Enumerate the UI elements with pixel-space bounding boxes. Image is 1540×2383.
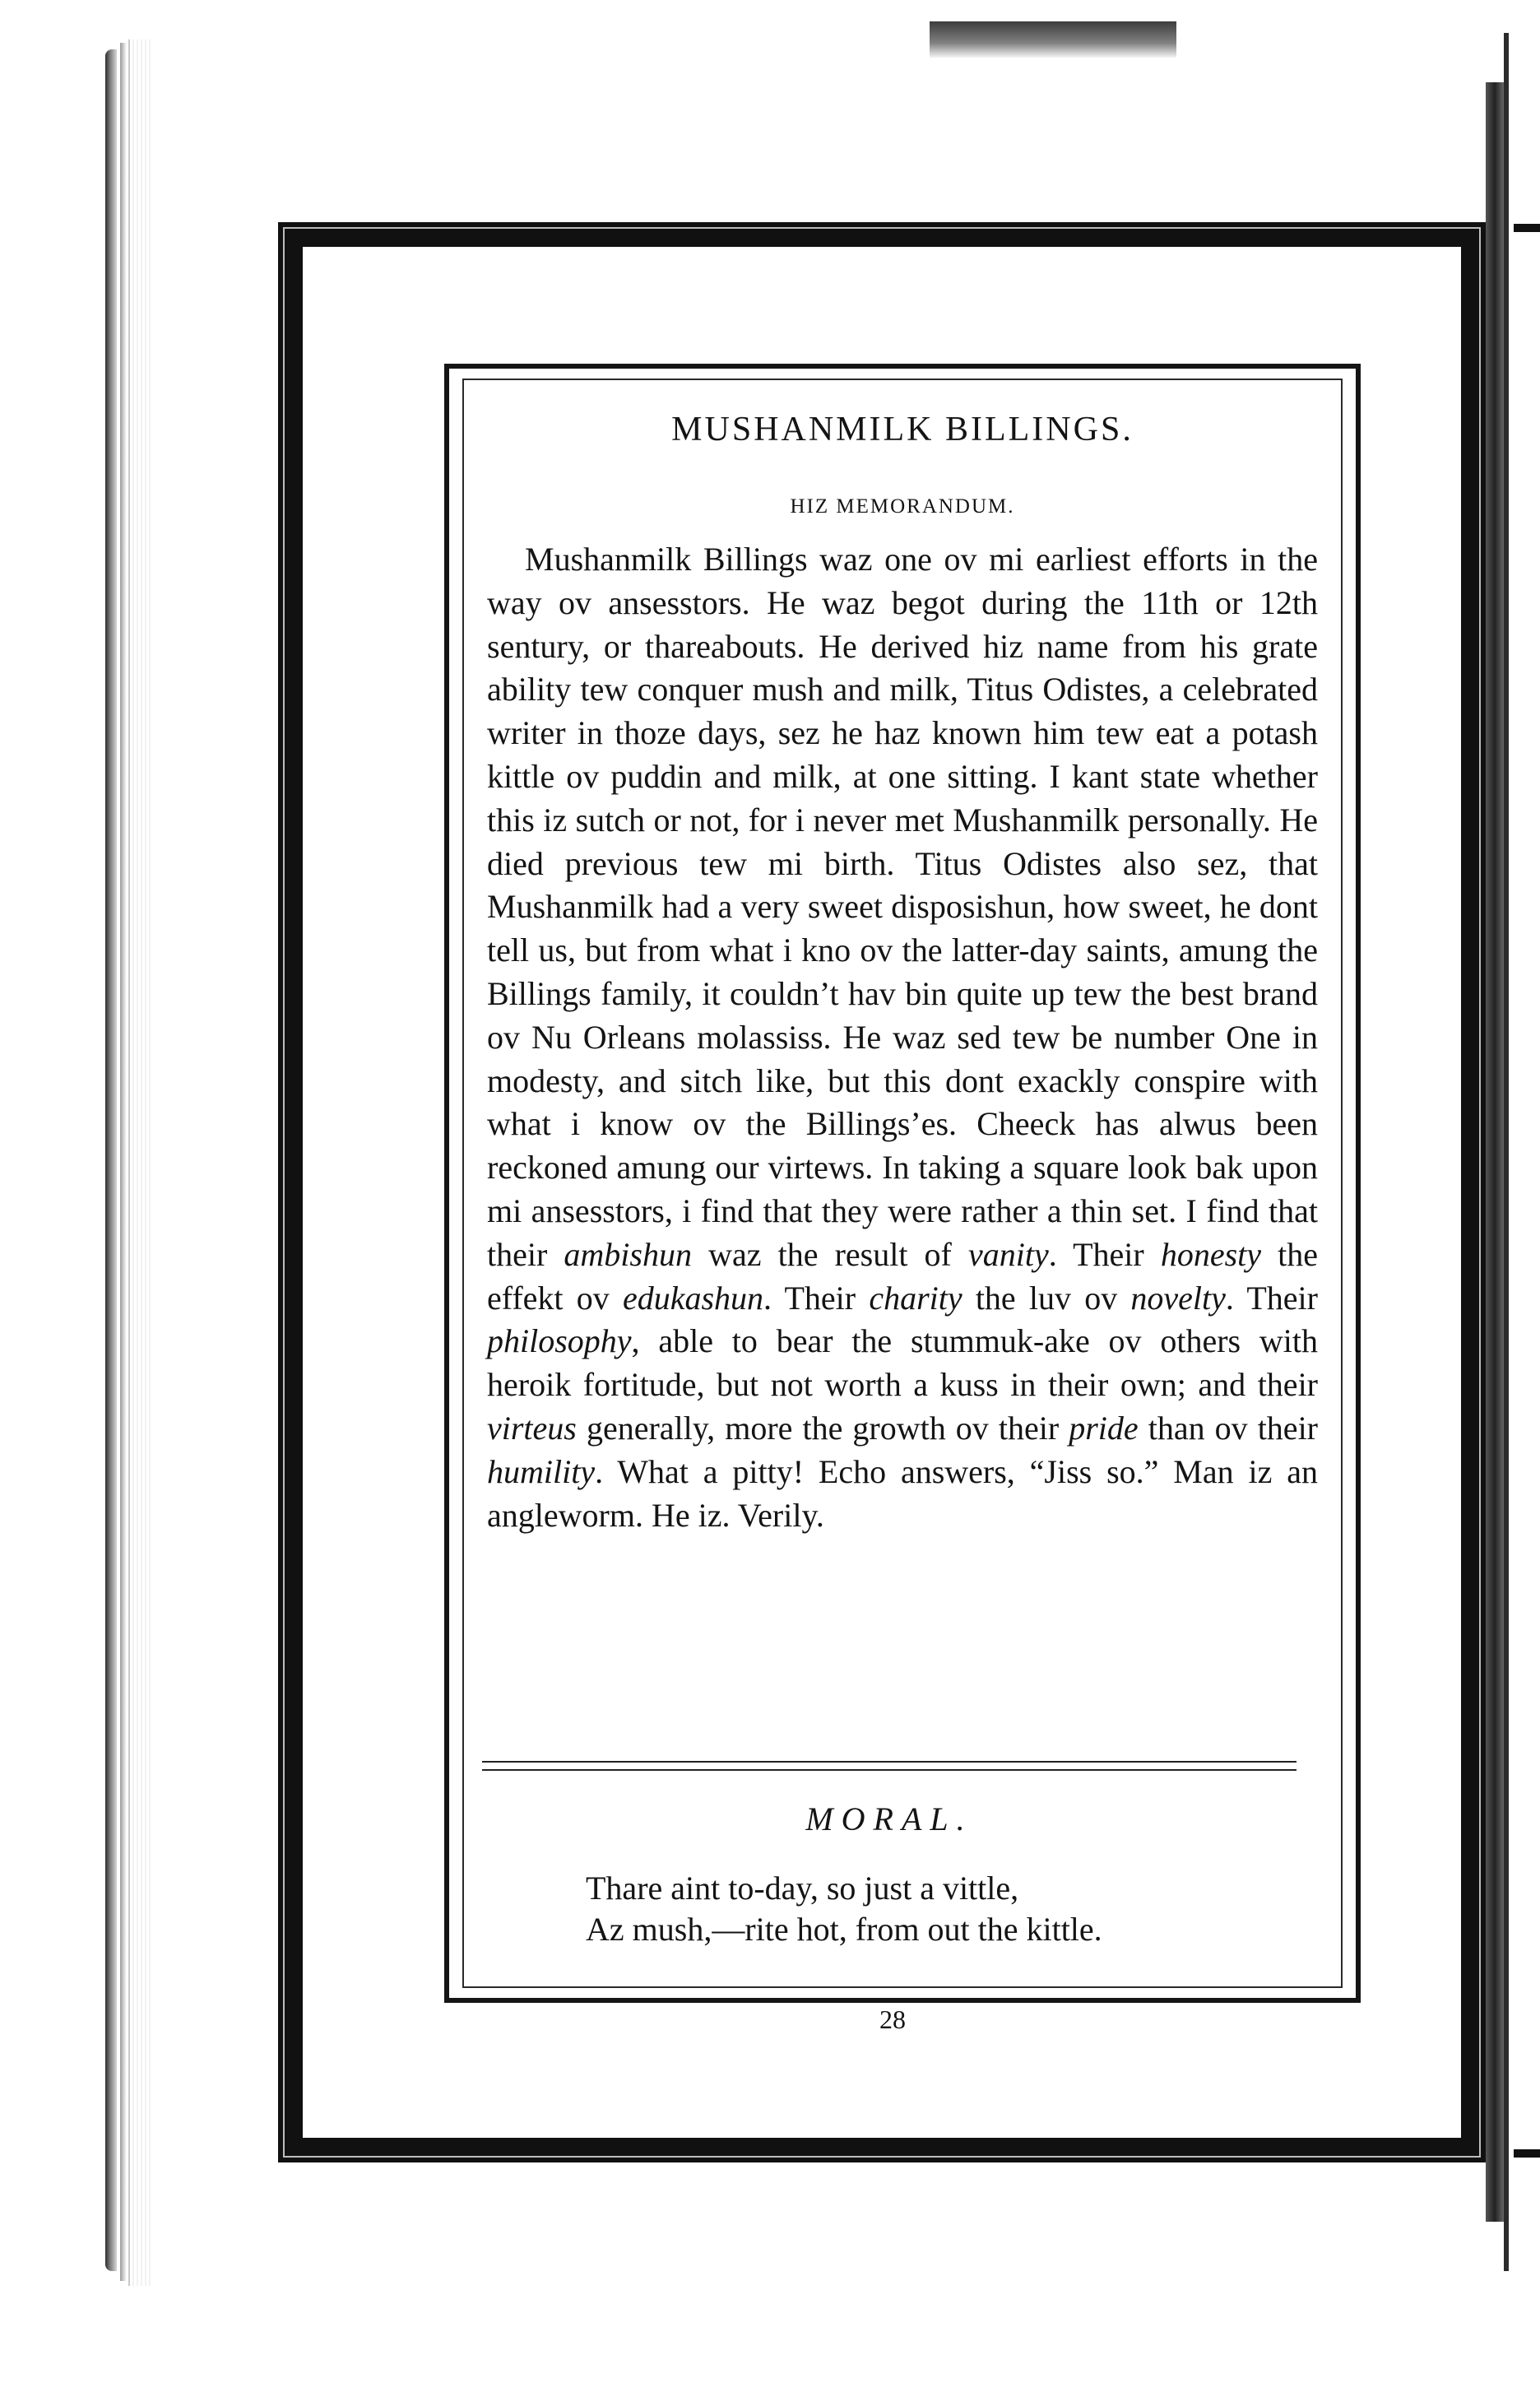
section-divider xyxy=(482,1761,1296,1777)
body-text-run: the luv ov xyxy=(962,1279,1131,1317)
body-text-run: . Their xyxy=(1225,1279,1318,1317)
italic-word: philosophy xyxy=(487,1322,632,1360)
italic-word: honesty xyxy=(1160,1235,1262,1273)
body-text-run: Mushanmilk Billings waz one ov mi earliest efforts in the way ov ansesstors. He waz begot during the 11th or 12th sentury, or thareabouts. He derived hiz name from his grate ability tew conquer mush and milk, Titus Odistes, a celebrated writer in thoze days, sez he haz known him tew eat a potash kittle ov puddin and milk, at one sitting. I kant state whether this iz sutch or not, for i never met Mushanmilk personally. He died previous tew mi birth. Titus Odistes also sez, that Mushanmilk had a very sweet disposishun, how sweet, he dont tell us, but from what i kno ov the latter-day saints, amung the Billings family, it couldn’t hav bin quite up tew the best brand ov Nu Orleans molassiss. He waz sed tew be number One in modesty, and sitch like, but this dont exackly conspire with what i know ov the Billings’es. Cheeck has alwus been reckoned amung our virtews. In taking a square look bak upon mi ansesstors, i find that they were rather a thin set. I find that their xyxy=(487,541,1318,1273)
body-text-run: the effekt ov xyxy=(487,1235,1319,1317)
adjacent-page xyxy=(1504,33,1540,2271)
adjacent-page-frame-top xyxy=(1514,224,1540,232)
page-subtitle: HIZ MEMORANDUM. xyxy=(790,495,1015,518)
divider-rule-top xyxy=(482,1761,1296,1763)
body-text-run: generally, more the growth ov their xyxy=(576,1409,1069,1447)
italic-word: ambishun xyxy=(564,1235,692,1273)
italic-word: vanity xyxy=(967,1235,1049,1273)
italic-word: virteus xyxy=(487,1409,577,1447)
book-spine-edge xyxy=(105,49,117,2271)
moral-verse xyxy=(586,1868,1102,1950)
body-paragraph xyxy=(487,538,1318,1537)
moral-line: Thare aint to-day, so just a vittle, xyxy=(586,1870,1019,1907)
scan-shadow xyxy=(930,21,1176,58)
adjacent-page-frame-bottom xyxy=(1514,2149,1540,2158)
book-gutter xyxy=(1486,82,1504,2222)
book-spine-highlight xyxy=(120,43,127,2281)
body-text-run: . Their xyxy=(1048,1235,1161,1273)
page-stack-edge xyxy=(128,39,153,2286)
italic-word: novelty xyxy=(1130,1279,1226,1317)
body-text-run: , able to bear the stummuk-ake ov others with heroik fortitude, but not worth a kuss in their own; and their xyxy=(487,1322,1318,1404)
divider-rule-bottom xyxy=(482,1769,1296,1771)
page-content xyxy=(487,387,1318,1570)
moral-line: Az mush,—rite hot, from out the kittle. xyxy=(586,1911,1102,1948)
page-number: 28 xyxy=(879,2004,906,2034)
page-title: MUSHANMILK BILLINGS. xyxy=(671,411,1134,448)
italic-word: edukashun xyxy=(622,1279,764,1317)
body-text-run: than ov their xyxy=(1138,1409,1318,1447)
italic-word: charity xyxy=(869,1279,962,1317)
moral-heading: MORAL. xyxy=(805,1800,973,1837)
italic-word: humility xyxy=(487,1452,596,1490)
body-text-run: . Their xyxy=(763,1279,870,1317)
body-text-run: waz the result of xyxy=(692,1235,968,1273)
italic-word: pride xyxy=(1069,1409,1139,1447)
body-text-run: . What a pitty! Echo answers, “Jiss so.” Man iz an angleworm. He iz. Verily. xyxy=(487,1452,1318,1534)
